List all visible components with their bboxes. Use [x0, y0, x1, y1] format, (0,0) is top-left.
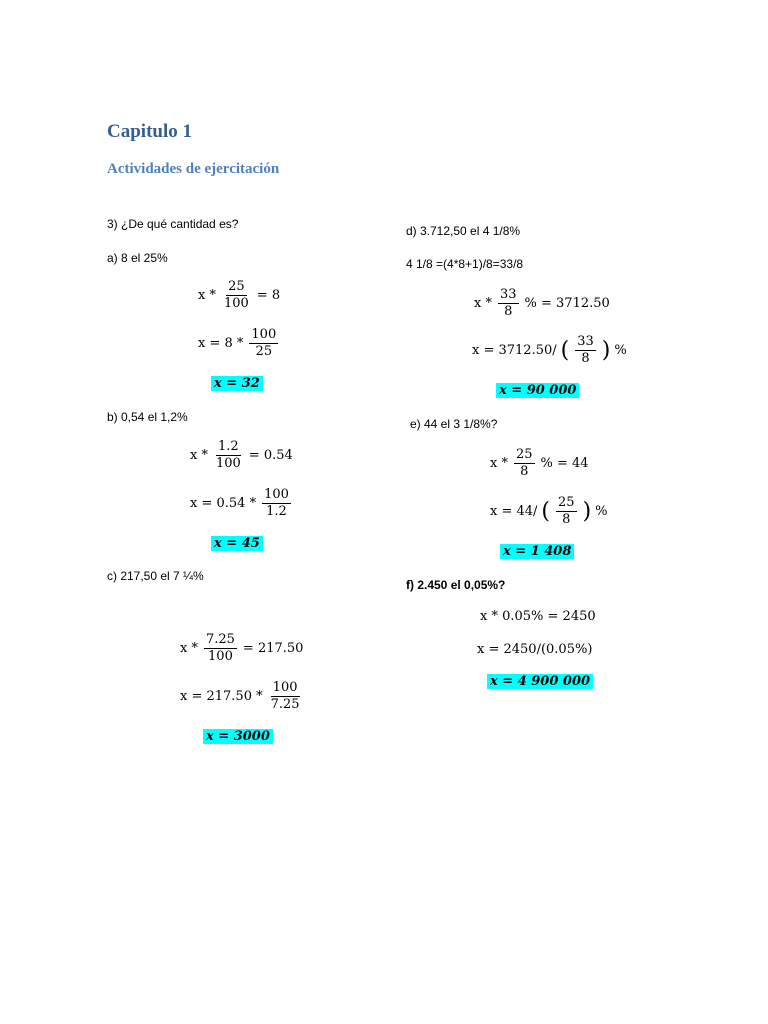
eq-left: x = 217.50 * [180, 689, 263, 705]
fraction [204, 633, 237, 665]
question-heading: 3) ¿De qué cantidad es? [107, 217, 239, 231]
eq-right: % = 3712.50 [524, 296, 610, 312]
open-paren: ( [541, 498, 551, 524]
eq-left: x * [180, 641, 198, 657]
eq-left: x = 44/ [490, 504, 538, 520]
exercise-f-equation-1: x * 0.05% = 2450 [480, 609, 596, 624]
exercise-a-equation-2 [198, 328, 280, 360]
fraction [575, 335, 596, 367]
eq-left: x * [198, 288, 216, 304]
close-paren: ) [601, 337, 611, 363]
eq-right: = 8 [256, 288, 281, 304]
eq-right: = 0.54 [248, 448, 293, 464]
exercise-e-label: e) 44 el 3 1/8%? [410, 417, 498, 431]
denominator: 100 [208, 649, 233, 665]
denominator: 8 [581, 351, 590, 367]
exercise-d-equation-2 [472, 335, 627, 367]
chapter-title: Capitulo 1 [107, 121, 192, 142]
exercise-f-label: f) 2.450 el 0,05%? [406, 578, 506, 592]
exercise-a-label: a) 8 el 25% [107, 251, 168, 265]
numerator: 25 [556, 496, 577, 512]
close-paren: ) [582, 498, 592, 524]
exercise-a-answer: x = 32 [211, 376, 263, 391]
numerator: 1.2 [216, 440, 241, 456]
numerator: 100 [271, 681, 300, 697]
eq-left: x = 8 * [198, 336, 244, 352]
section-subtitle: Actividades de ejercitación [107, 161, 280, 177]
eq-right: % = 44 [540, 456, 589, 472]
denominator: 25 [255, 344, 273, 360]
exercise-f-equation-2: x = 2450/(0.05%) [477, 642, 593, 657]
exercise-d-note: 4 1/8 =(4*8+1)/8=33/8 [406, 257, 524, 271]
fraction [214, 440, 243, 472]
exercise-e-equation-1 [490, 448, 589, 480]
eq-left: x * [474, 296, 492, 312]
eq-left: x = 3712.50/ [472, 343, 557, 359]
eq-right: = 217.50 [242, 641, 304, 657]
fraction [269, 681, 302, 713]
numerator: 33 [575, 335, 596, 351]
exercise-b-answer: x = 45 [211, 536, 263, 551]
exercise-d-equation-1 [474, 288, 610, 320]
numerator: 25 [226, 280, 247, 296]
eq-left: x * [490, 456, 508, 472]
exercise-a-equation-1 [198, 280, 280, 312]
fraction [556, 496, 577, 528]
numerator: 100 [249, 328, 278, 344]
fraction [249, 328, 278, 360]
numerator: 100 [262, 488, 291, 504]
numerator: 25 [514, 448, 535, 464]
exercise-c-equation-2 [180, 681, 304, 713]
fraction [514, 448, 535, 480]
denominator: 100 [215, 456, 241, 472]
open-paren: ( [560, 337, 570, 363]
exercise-d-label: d) 3.712,50 el 4 1/8% [406, 224, 521, 238]
exercise-f-answer: x = 4 900 000 [487, 674, 593, 689]
exercise-c-answer: x = 3000 [203, 729, 273, 744]
denominator: 100 [223, 296, 249, 312]
fraction [262, 488, 291, 520]
denominator: 8 [520, 464, 529, 480]
exercise-d-answer: x = 90 000 [496, 383, 579, 398]
eq-right: % [595, 504, 608, 520]
eq-right: % [614, 343, 627, 359]
eq-left: x * [190, 448, 208, 464]
exercise-b-label: b) 0,54 el 1,2% [107, 410, 188, 424]
exercise-b-equation-2 [190, 488, 293, 520]
denominator: 8 [504, 304, 513, 320]
exercise-e-answer: x = 1 408 [500, 544, 574, 559]
exercise-c-label: c) 217,50 el 7 ¼% [107, 569, 204, 583]
numerator: 7.25 [204, 633, 237, 649]
eq-left: x = 0.54 * [190, 496, 257, 512]
denominator: 7.25 [270, 697, 300, 713]
denominator: 1.2 [266, 504, 287, 520]
denominator: 8 [562, 512, 571, 528]
fraction [498, 288, 519, 320]
exercise-c-equation-1 [180, 633, 303, 665]
numerator: 33 [498, 288, 519, 304]
exercise-e-equation-2 [490, 496, 608, 528]
fraction [222, 280, 251, 312]
exercise-b-equation-1 [190, 440, 293, 472]
